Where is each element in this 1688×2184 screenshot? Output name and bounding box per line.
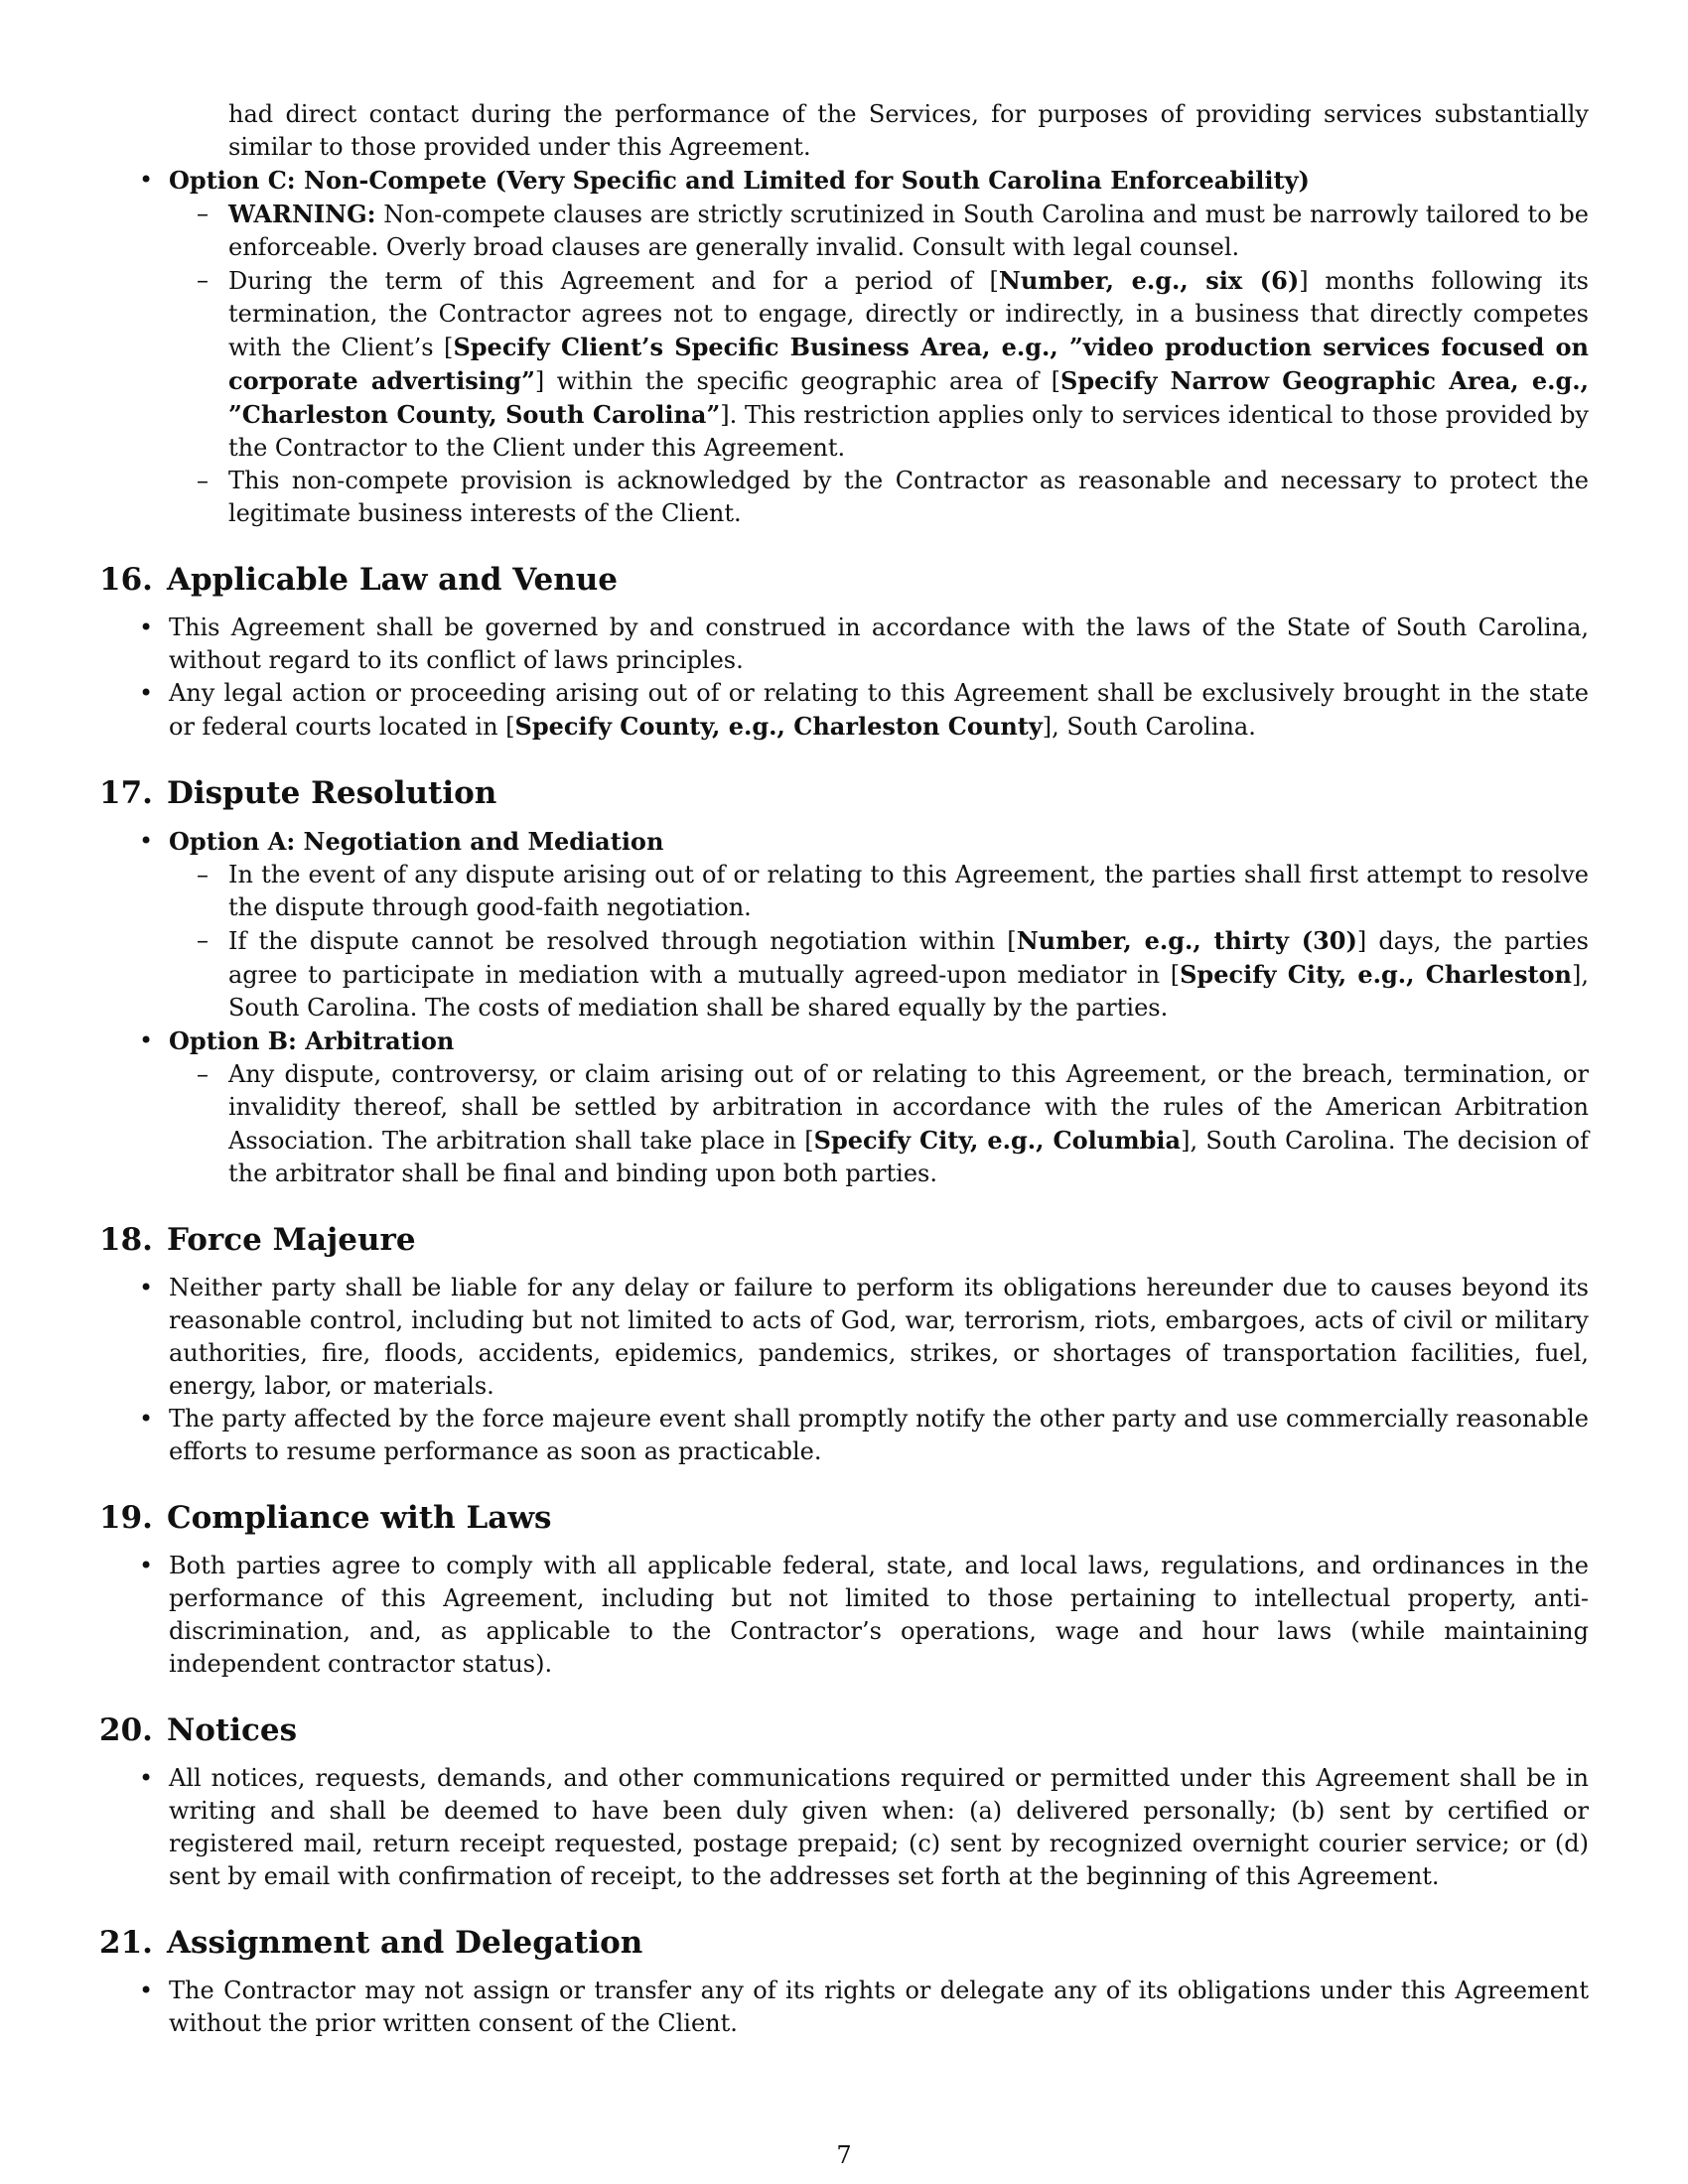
- option-a-title: Option A: Negotiation and Mediation: [169, 827, 664, 856]
- section-number: 20.: [99, 1712, 153, 1748]
- placeholder-county: Specify County, e.g., Charleston County: [514, 712, 1043, 741]
- placeholder-city: Specify City, e.g., Charleston: [1180, 960, 1572, 989]
- text-fragment: ] months following its termination, the Contractor agrees not to engage, directly or indirectly, in a business that directly competes with the Client’s [: [228, 267, 1590, 361]
- section-number: 21.: [99, 1925, 153, 1961]
- list-item: • This Agreement shall be governed by and construed in accordance with the laws of the State of South Carolina, without regard to its conflict of laws principles.: [169, 612, 1589, 677]
- list-item: • Both parties agree to comply with all applicable federal, state, and local laws, regulations, and ordinances in the performance of this Agreement, including but not limited to those pertaining to intellectual property, anti-discrimination, and, as applicable to the Contractor’s operations, wage and hour laws (while maintaining independent contractor status).: [169, 1550, 1589, 1681]
- warning-label: WARNING:: [228, 200, 376, 228]
- section-heading-21: [99, 1923, 1589, 1963]
- warning-text: Non-compete clauses are strictly scrutinized in South Carolina and must be narrowly tailored to be enforceable. Overly broad clauses are generally invalid. Consult with legal counsel.: [228, 201, 1589, 261]
- placeholder-duration: Number, e.g., six (6): [998, 266, 1300, 295]
- option-b-title: Option B: Arbitration: [169, 1026, 455, 1055]
- placeholder-geographic-area: Specify Narrow Geographic Area, e.g., ”Charleston County, South Carolina”: [228, 366, 1589, 429]
- sub-item-non-compete-term: [228, 264, 1589, 465]
- section-title: Compliance with Laws: [166, 1500, 552, 1536]
- section-heading-20: [99, 1710, 1589, 1750]
- list-item-option-a: [169, 825, 1589, 1024]
- continued-paragraph: had direct contact during the performance of the Services, for purposes of providing services substantially similar to those provided under this Agreement.: [228, 100, 1589, 161]
- list-item: [169, 677, 1589, 744]
- section-title: Assignment and Delegation: [166, 1925, 643, 1961]
- section-20-list: [99, 1762, 1589, 1893]
- text-fragment: ]. This restriction applies only to services identical to those provided by the Contractor to the Client under this Agreement.: [228, 401, 1589, 462]
- section-21-list: [99, 1975, 1589, 2040]
- section-18-list: [99, 1272, 1589, 1468]
- section-number: 17.: [99, 775, 153, 811]
- option-c-sublist: [169, 198, 1589, 530]
- text-fragment: ], South Carolina. The decision of the arbitrator shall be final and binding upon both parties.: [228, 1127, 1590, 1187]
- section-19-list: [99, 1550, 1589, 1681]
- text-fragment: If the dispute cannot be resolved through negotiation within [: [228, 927, 1017, 955]
- page-number: 7: [836, 2141, 852, 2169]
- section-title: Notices: [166, 1712, 298, 1748]
- option-b-sublist: [169, 1058, 1589, 1190]
- placeholder-city: Specify City, e.g., Columbia: [813, 1126, 1182, 1155]
- text-fragment: During the term of this Agreement and for a period of [: [228, 267, 999, 295]
- list-item-option-b: [169, 1024, 1589, 1190]
- text-fragment: ], South Carolina.: [1042, 713, 1256, 741]
- section-number: 18.: [99, 1222, 153, 1258]
- list-item: • The party affected by the force majeure event shall promptly notify the other party and use commercially reasonable efforts to resume performance as soon as practicable.: [169, 1403, 1589, 1468]
- list-item: • Neither party shall be liable for any delay or failure to perform its obligations hereunder due to causes beyond its reasonable control, including but not limited to acts of God, war, terrorism, riots, embargoes, acts of civil or military authorities, fire, floods, accidents, epidemics, pandemics, strikes, or shortages of transportation facilities, fuel, energy, labor, or materials.: [169, 1272, 1589, 1403]
- list-item: • The Contractor may not assign or transfer any of its rights or delegate any of its obligations under this Agreement without the prior written consent of the Client.: [169, 1975, 1589, 2040]
- section-heading-16: [99, 560, 1589, 600]
- section-title: Force Majeure: [166, 1222, 416, 1258]
- section-title: Dispute Resolution: [166, 775, 497, 811]
- section-heading-17: [99, 773, 1589, 813]
- list-item-option-c: [169, 164, 1589, 530]
- placeholder-days: Number, e.g., thirty (30): [1016, 926, 1357, 955]
- section-number: 19.: [99, 1500, 153, 1536]
- option-c-list: [99, 164, 1589, 530]
- text-fragment: ] days, the parties agree to participate in mediation with a mutually agreed-upon mediator in [: [228, 927, 1589, 989]
- section-16-list: [99, 612, 1589, 744]
- list-item: • All notices, requests, demands, and other communications required or permitted under this Agreement shall be in writing and shall be deemed to have been duly given when: (a) delivered personally; (b) sent by certified or registered mail, return receipt requested, postage prepaid; (c) sent by recognized overnight courier service; or (d) sent by email with confirmation of receipt, to the addresses set forth at the beginning of this Agreement.: [169, 1762, 1589, 1893]
- text-fragment: Any legal action or proceeding arising out of or relating to this Agreement shall be exclusively brought in the state or federal courts located in [: [169, 679, 1589, 741]
- section-title: Applicable Law and Venue: [166, 562, 619, 598]
- section-17-list: [99, 825, 1589, 1190]
- text-fragment: ], South Carolina. The costs of mediation shall be shared equally by the parties.: [228, 961, 1589, 1022]
- section-heading-18: [99, 1220, 1589, 1260]
- section-number: 16.: [99, 562, 153, 598]
- option-c-title: Option C: Non-Compete (Very Specific and Limited for South Carolina Enforceability): [169, 166, 1310, 195]
- text-fragment: ] within the specific geographic area of [: [534, 367, 1061, 395]
- sub-item-warning: [228, 198, 1589, 264]
- option-a-sublist: [169, 859, 1589, 1024]
- sub-item: [228, 1058, 1589, 1190]
- sub-item: [228, 924, 1589, 1024]
- section-heading-19: [99, 1498, 1589, 1538]
- page-content: [99, 98, 1589, 2040]
- text-fragment: Any dispute, controversy, or claim arising out of or relating to this Agreement, or the breach, termination, or invalidity thereof, shall be settled by arbitration in accordance with the rules of the American Arbitration Association. The arbitration shall take place in [: [228, 1060, 1589, 1155]
- sub-item-acknowledgement: – This non-compete provision is acknowledged by the Contractor as reasonable and necessary to protect the legitimate business interests of the Client.: [228, 465, 1589, 530]
- placeholder-business-area: Specify Client’s Specific Business Area, e.g., ”video production services focused on corporate advertising”: [228, 333, 1590, 395]
- sub-item: – In the event of any dispute arising out of or relating to this Agreement, the parties shall first attempt to resolve the dispute through good-faith negotiation.: [228, 859, 1589, 924]
